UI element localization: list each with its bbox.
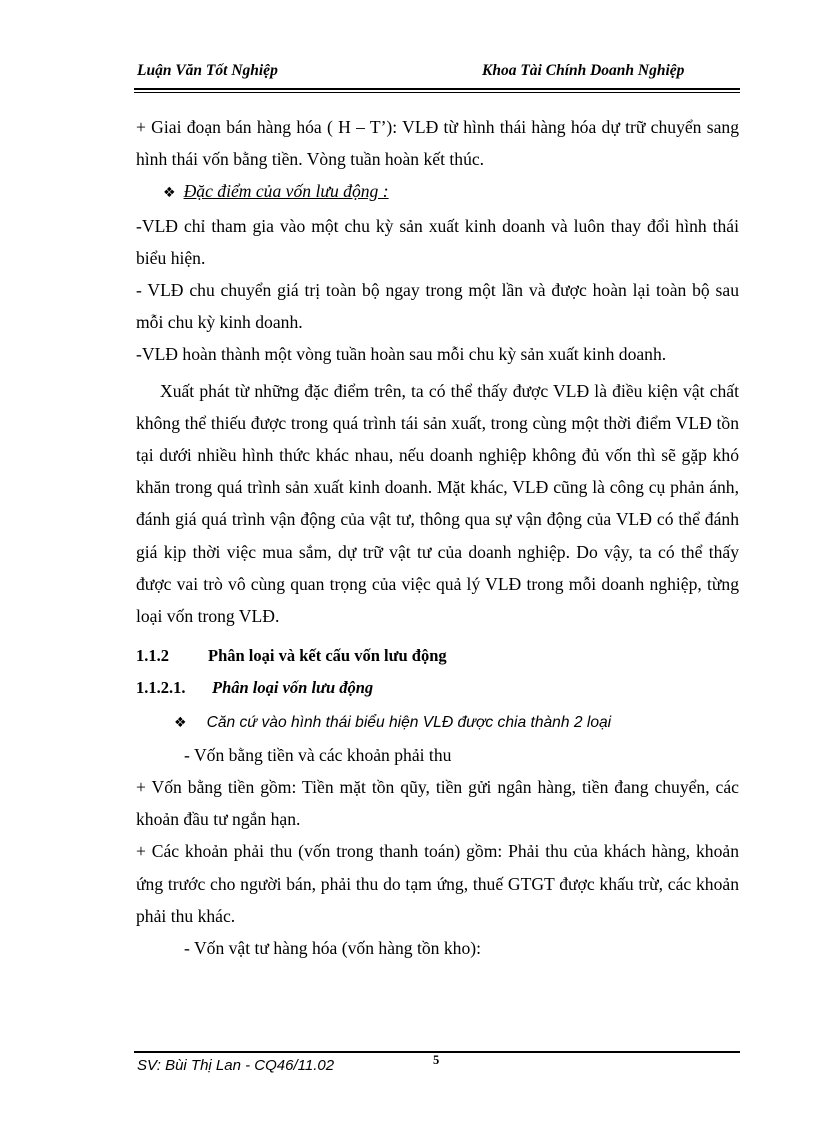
paragraph-characteristic-2: - VLĐ chu chuyển giá trị toàn bộ ngay trong một lần và được hoàn lại toàn bộ sau mỗi chu kỳ kinh doanh. <box>136 280 739 333</box>
page-number: 5 <box>433 1053 440 1067</box>
section-number: 1.1.2 <box>136 646 169 666</box>
section-heading-1-1-2 <box>136 640 739 672</box>
paragraph-sales-stage: + Giai đoạn bán hàng hóa ( H – T’): VLĐ từ hình thái hàng hóa dự trữ chuyển sang hình thái vốn bằng tiền. Vòng tuần hoàn kết thúc. <box>136 117 739 170</box>
subsection-number: 1.1.2.1. <box>136 678 186 698</box>
paragraph-receivables: + Các khoản phải thu (vốn trong thanh toán) gồm: Phải thu của khách hàng, khoản ứng trước cho người bán, phải thu do tạm ứng, thuế GTGT được khấu trừ, các khoản phải thu khác. <box>136 841 739 926</box>
footer-student-info: SV: Bùi Thị Lan - CQ46/11.02 <box>137 1057 335 1074</box>
paragraph-characteristic-3: -VLĐ hoàn thành một vòng tuần hoàn sau mỗi chu kỳ sản xuất kinh doanh. <box>136 344 667 365</box>
diamond-bullet-icon: ❖ <box>163 185 176 202</box>
header-faculty: Khoa Tài Chính Doanh Nghiệp <box>482 62 685 79</box>
paragraph-inventory: - Vốn vật tư hàng hóa (vốn hàng tồn kho): <box>184 938 482 959</box>
bullet-classification-label: Căn cứ vào hình thái biểu hiện VLĐ được chia thành 2 loại <box>206 713 612 731</box>
header-rule-thin <box>134 92 740 93</box>
paragraph-cash-receivables: - Vốn bằng tiền và các khoản phải thu <box>184 744 452 765</box>
page-body <box>136 111 739 964</box>
paragraph-conclusion: Xuất phát từ những đặc điểm trên, ta có thể thấy được VLĐ là điều kiện vật chất không thể thiếu được trong quá trình tái sản xuất, trong cùng một thời điểm VLĐ tồn tại dưới nhiều hình thức khác nhau, nếu doanh nghiệp không đủ vốn thì sẽ gặp khó khăn trong quá trình sản xuất kinh doanh. Mặt khác, VLĐ cũng là công cụ phản ánh, đánh giá quá trình vận động của vật tư, thông qua sự vận động của VLĐ có thể đánh giá kịp thời việc mua sắm, dự trữ vật tư của doanh nghiệp. Do vậy, ta có thể thấy được vai trò vô cùng quan trọng của việc quả lý VLĐ trong mỗi doanh nghiệp, từng loại vốn trong VLĐ. <box>136 380 739 627</box>
section-heading-1-1-2-1 <box>136 672 739 704</box>
paragraph-cash: + Vốn bằng tiền gồm: Tiền mặt tồn qũy, tiền gửi ngân hàng, tiền đang chuyển, các khoản đầu tư ngắn hạn. <box>136 777 739 830</box>
bullet-characteristics-label: Đặc điểm của vốn lưu động : <box>183 181 389 202</box>
paragraph-characteristic-1: -VLĐ chỉ tham gia vào một chu kỳ sản xuất kinh doanh và luôn thay đổi hình thái biểu hiện. <box>136 215 739 268</box>
bullet-classification <box>136 705 739 739</box>
header-rule-thick <box>134 88 740 90</box>
section-title: Phân loại và kết cấu vốn lưu động <box>208 646 447 666</box>
diamond-bullet-icon: ❖ <box>174 714 187 731</box>
subsection-title: Phân loại vốn lưu động <box>212 678 374 698</box>
header-thesis-title: Luận Văn Tốt Nghiệp <box>137 62 278 79</box>
bullet-characteristics <box>136 175 739 209</box>
